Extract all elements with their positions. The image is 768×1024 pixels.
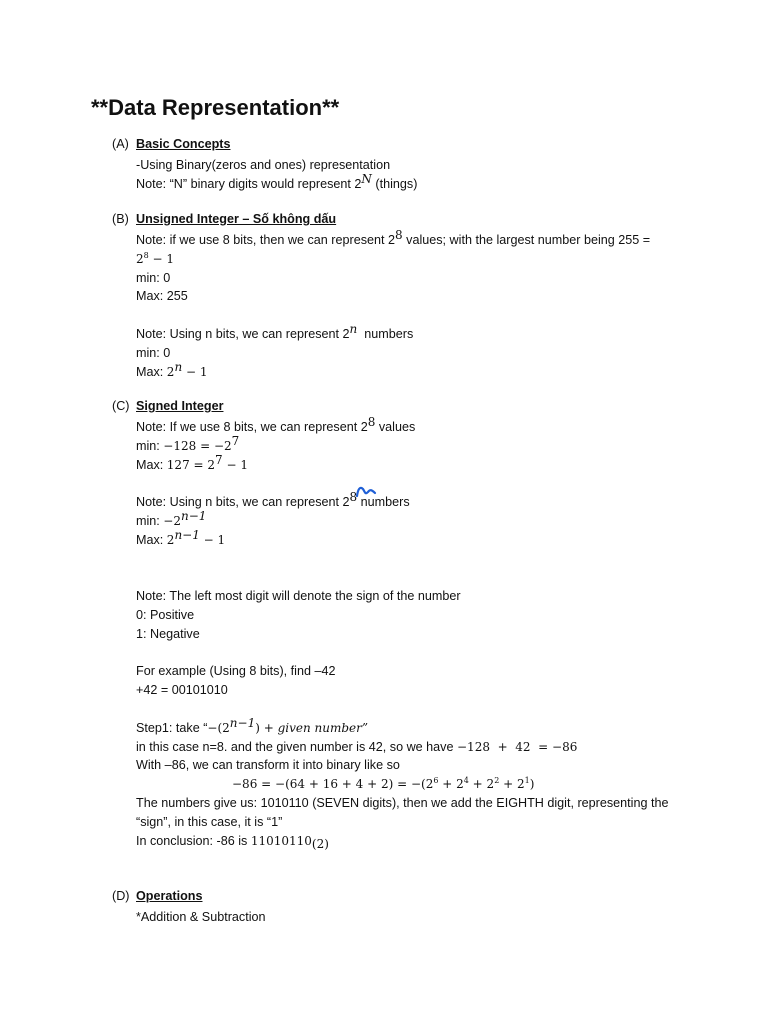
text-span: values; with the largest number being 255 = bbox=[402, 233, 651, 247]
math-span: given number bbox=[277, 720, 362, 735]
equation-line bbox=[232, 775, 672, 794]
text-span: numbers bbox=[357, 495, 410, 510]
exponent: 8 bbox=[367, 415, 376, 429]
spacer bbox=[112, 700, 672, 719]
math-span: −2 bbox=[163, 513, 181, 528]
spacer bbox=[112, 306, 672, 325]
text-span: Note: If we use 8 bits, we can represent 2 bbox=[136, 420, 368, 434]
ink-annotation-mark bbox=[355, 484, 377, 498]
math-span: 2 bbox=[166, 364, 175, 379]
spacer bbox=[112, 550, 672, 588]
page-title: **Data Representation** bbox=[91, 95, 340, 120]
exponent: 1 bbox=[524, 776, 530, 786]
exponent: 8 bbox=[395, 228, 403, 242]
math-span: − 1 bbox=[199, 532, 226, 547]
section-signed-integer bbox=[112, 399, 672, 850]
text-line bbox=[136, 228, 672, 250]
exponent: n bbox=[349, 321, 358, 336]
text-line: Note: The left most digit will denote the sign of the number bbox=[136, 589, 461, 604]
text-line bbox=[136, 452, 672, 475]
text-line bbox=[136, 490, 672, 512]
math-span: ) + bbox=[255, 720, 278, 735]
math-span: − 1 bbox=[182, 364, 208, 379]
section-letter: (A) bbox=[112, 137, 129, 151]
exponent: n−1 bbox=[174, 527, 200, 542]
section-operations bbox=[112, 889, 672, 927]
math-span: 127 = 2 bbox=[166, 457, 216, 472]
text-span: In conclusion: -86 is bbox=[136, 833, 251, 848]
text-line bbox=[136, 321, 672, 344]
text-line bbox=[136, 832, 672, 851]
subscript: (2) bbox=[311, 836, 329, 851]
math-span: + 2 bbox=[499, 777, 525, 792]
exponent: 8 bbox=[143, 250, 149, 260]
section-title: Basic Concepts bbox=[136, 137, 231, 151]
math-span: + 2 bbox=[438, 777, 464, 792]
text-line: min: 0 bbox=[136, 270, 171, 285]
section-heading bbox=[112, 889, 672, 908]
section-basic-concepts bbox=[112, 137, 672, 194]
text-span: Max: bbox=[136, 457, 167, 472]
spacer bbox=[112, 644, 672, 663]
exponent: 8 bbox=[349, 490, 358, 505]
math-span: ) bbox=[529, 777, 535, 792]
section-title: Unsigned Integer – Số không dấu bbox=[136, 212, 337, 226]
math-span: ” bbox=[361, 720, 369, 735]
exponent: 6 bbox=[433, 776, 439, 786]
math-span: − 1 bbox=[148, 251, 175, 266]
section-heading bbox=[112, 137, 672, 156]
text-span: Note: Using n bits, we can represent 2 bbox=[136, 495, 350, 510]
text-span: min: bbox=[136, 513, 164, 528]
text-line: 1: Negative bbox=[136, 626, 200, 641]
text-line bbox=[136, 715, 672, 738]
math-span: −(2 bbox=[207, 720, 230, 735]
text-line: 0: Positive bbox=[136, 607, 195, 622]
text-line: For example (Using 8 bits), find –42 bbox=[136, 664, 336, 679]
text-line: The numbers give us: 1010110 (SEVEN digits), then we add the EIGHTH digit, representing the bbox=[136, 795, 669, 810]
text-span: Max: bbox=[136, 532, 167, 547]
text-line bbox=[136, 359, 672, 382]
math-span: 2 bbox=[136, 251, 144, 266]
text-line: Max: 255 bbox=[136, 289, 188, 304]
text-span: min: bbox=[136, 438, 164, 453]
section-letter: (B) bbox=[112, 212, 129, 226]
text-line: With –86, we can transform it into binary like so bbox=[136, 758, 400, 773]
math-span: 2 bbox=[166, 532, 175, 547]
section-unsigned-integer bbox=[112, 212, 672, 381]
text-line bbox=[136, 415, 672, 437]
section-letter: (D) bbox=[112, 889, 130, 903]
text-line bbox=[136, 738, 672, 757]
text-line: *Addition & Subtraction bbox=[136, 910, 266, 924]
text-span: values bbox=[375, 420, 416, 434]
exponent: 7 bbox=[215, 452, 223, 467]
exponent: 7 bbox=[231, 433, 240, 448]
text-line: -Using Binary(zeros and ones) representation bbox=[136, 158, 391, 172]
exponent: n bbox=[174, 359, 183, 374]
exponent: N bbox=[361, 171, 372, 186]
text-span: Max: bbox=[136, 364, 167, 379]
section-title: Operations bbox=[136, 889, 203, 903]
math-span: + 2 bbox=[468, 777, 495, 792]
math-span: −128 + 42 = −86 bbox=[457, 739, 578, 754]
text-line: min: 0 bbox=[136, 345, 171, 360]
text-span: in this case n=8. and the given number is 42, so we have bbox=[136, 739, 457, 754]
section-letter: (C) bbox=[112, 399, 130, 413]
text-line: “sign”, in this case, it is “1” bbox=[136, 814, 283, 829]
section-heading bbox=[112, 399, 672, 418]
exponent: n−1 bbox=[229, 715, 256, 730]
math-span: −128 = −2 bbox=[163, 438, 232, 453]
text-line bbox=[136, 527, 672, 550]
exponent: n−1 bbox=[181, 508, 207, 523]
section-heading bbox=[112, 212, 672, 231]
text-span: numbers bbox=[357, 326, 414, 341]
math-span: − 1 bbox=[222, 457, 248, 472]
text-line bbox=[136, 171, 672, 194]
text-span: (things) bbox=[371, 176, 418, 191]
section-title: Signed Integer bbox=[136, 399, 224, 413]
exponent: 2 bbox=[494, 776, 500, 786]
math-line bbox=[136, 250, 672, 269]
text-span: Note: Using n bits, we can represent 2 bbox=[136, 326, 350, 341]
exponent: 4 bbox=[463, 776, 469, 786]
text-span: Note: if we use 8 bits, then we can represent 2 bbox=[136, 233, 396, 247]
text-line: +42 = 00101010 bbox=[136, 683, 228, 698]
math-span: −86 = −(64 + 16 + 4 + 2) = −(2 bbox=[232, 777, 434, 792]
text-line bbox=[136, 508, 672, 531]
text-span: Note: “N” binary digits would represent 2 bbox=[136, 176, 362, 191]
spacer bbox=[112, 474, 672, 493]
math-span: 11010110 bbox=[250, 833, 312, 848]
text-span: Step1: take “ bbox=[136, 720, 208, 735]
